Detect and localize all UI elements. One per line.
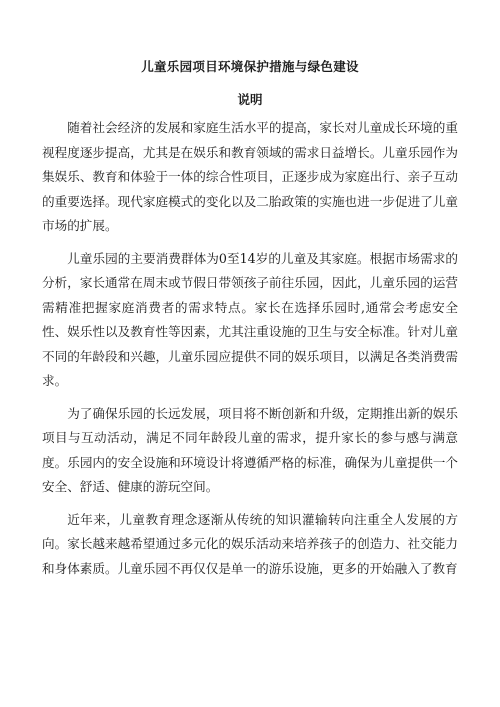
paragraph-1: 随着社会经济的发展和家庭生活水平的提高，家长对儿童成长环境的重视程度逐步提高，尤其是在娱乐和教育领域的需求日益增长。儿童乐园作为集娱乐、教育和体验于一体的综合性项目，正逐步成为家庭出行、亲子互动的重要选择。现代家庭模式的变化以及二胎政策的实施也进一步促进了儿童市场的扩展。 (42, 120, 458, 233)
document-title: 儿童乐园项目环境保护措施与绿色建设 (141, 59, 359, 74)
paragraph-2: 儿童乐园的主要消费群体为0至14岁的儿童及其家庭。根据市场需求的分析，家长通常在周末或节假日带领孩子前往乐园，因此，儿童乐园的运营需精准把握家庭消费者的需求特点。家长在选择乐园时,通常会考虑安全性、娱乐性以及教育性等因素，尤其注重设施的卫生与安全标准。针对儿童不同的年龄段和兴趣，儿童乐园应提供不同的娱乐项目，以满足各类消费需求。 (42, 250, 458, 388)
paragraph-4: 近年来，儿童教育理念逐渐从传统的知识灌输转向注重全人发展的方向。家长越来越希望通过多元化的娱乐活动来培养孩子的创造力、社交能力和身体素质。儿童乐园不再仅仅是单一的游乐设施，更多的开始融入了教育 (42, 511, 458, 576)
section-heading: 说明 (237, 92, 263, 107)
paragraph-3: 为了确保乐园的长远发展，项目将不断创新和升级，定期推出新的娱乐项目与互动活动，满足不同年龄段儿童的需求，提升家长的参与感与满意度。乐园内的安全设施和环境设计将遵循严格的标准，确保为儿童提供一个安全、舒适、健康的游玩空间。 (42, 405, 458, 494)
